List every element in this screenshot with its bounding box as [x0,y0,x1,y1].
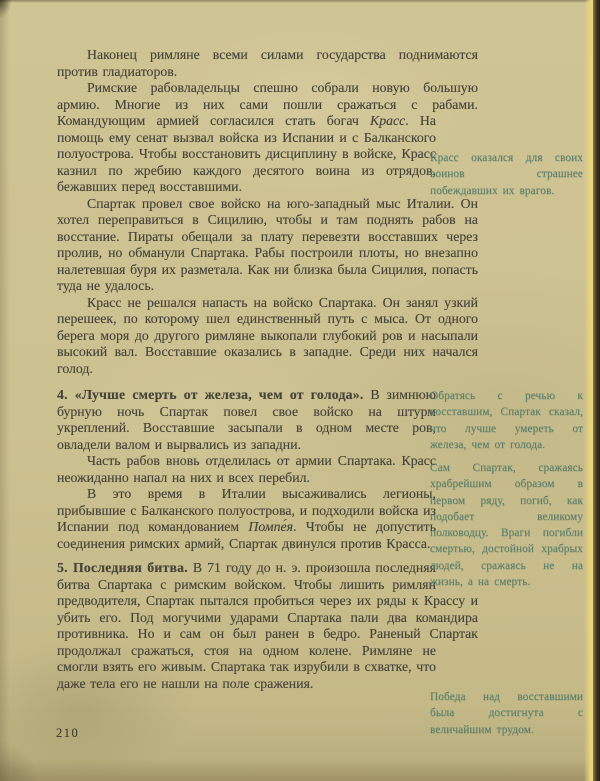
section-heading-5: 5. Последняя битва. [57,560,188,575]
main-text-column [57,47,478,699]
paragraph-text: В зимнюю бурную ночь Спартак повел свое войско на штурм укреплений. Восставшие засыпали в одном месте ров, овладели валом и вырвались из западни. [57,387,436,452]
paragraph-text: Часть рабов вновь отделилась от армии Спартака. Красс неожиданно напал на них и всех перебил. [57,453,436,485]
page-edge-top-shadow [0,0,600,3]
paragraph-text: помощь ему сенат вызвал войска из Испании и с Балканского полуострова. Чтобы восстановить дисциплину в войске, Красс казнил по жребию каждого десятого воина из отрядов, бежавших перед восставшими. [57,129,436,194]
paragraph [57,295,478,378]
paragraph [57,196,478,295]
paragraph-section-5 [57,560,478,692]
page-number: 210 [56,726,80,740]
page-edge-right-shadow [593,0,600,781]
paragraph [57,47,478,80]
corner-shadow-top-left [0,0,12,18]
margin-note: Красс оказался для своих воинов страшнее побеждавших их врагов. [430,152,583,197]
paragraph-text: . Чтобы не допустить соединения римских армий, Спартак двинулся против Красса. [57,519,437,551]
page-edge-left-shadow [0,0,10,781]
paragraph-text: Спартак провел свое войско на юго-западный мыс Италии. Он хотел переправиться в Сицилию, чтобы и там поднять рабов на восстание. Пираты обещали за плату перевезти восставших через пролив, но обманули Спартака. Рабы построили плоты, но внезапно налетевшая буря их разметала. Как ни близка была Сицилия, попасть туда не удалось. [57,195,478,293]
paragraph-text: В это время в Италии высаживались легионы, прибывшие с Балканского полуострова, и подходили войска из Испании под командованием [57,486,436,534]
margin-note: Победа над восставшими была достигнута с величайшим трудом. [430,691,583,736]
paragraph-section-4 [57,387,478,453]
italic-name-pompey: Помпе́я [248,519,293,534]
paragraph-text: не смогли взять его живым. Спартака так изрубили в схватке, что даже тела его не нашли на поле сражения. [57,642,436,691]
page-edge-highlight [584,0,593,781]
paragraph [57,80,478,196]
italic-name-crassus: Красс [370,113,406,128]
section-heading-4: 4. «Лучше смерть от железа, чем от голода». [57,387,364,402]
paragraph-text: В 71 году до н. э. произошла последняя битва Спартака с римским войском. Чтобы лишить римлян предводителя, Спартак пытался пробиться через их ряды к Крассу и убить его. Под могучими ударами Спартака пали два командира противника. Но и сам он был ранен в бедро. Раненый Спартак продолжал сражаться, стоя на одном колене. Римляне [57,560,478,658]
paragraph [57,453,478,486]
paragraph-text: Наконец римляне всеми силами государства поднимаются против гладиаторов. [57,47,478,79]
margin-note: Обратясь с речью к восставшим, Спартак сказал, что лучше умереть от железа, чем от голода. [430,390,583,451]
paragraph-text: . На [405,113,437,128]
paragraph-text: Римские рабовладельцы спешно собрали новую большую армию. Многие из них сами пошли сражаться с рабами. Командующим армией согласился стать богач [57,80,478,128]
margin-note: Сам Спартак, сражаясь храбрейшим образом в первом ряду, погиб, как подобает великому полководцу. Враги погибли смертью, достойной храбрых людей, сражаясь не на жизнь, а на смерть. [430,462,583,589]
paragraph [57,486,478,552]
page-edge-bottom-shadow [0,759,600,781]
paragraph-text: Красс не решался напасть на войско Спартака. Он занял узкий перешеек, по которому шел единственный путь с мыса. От одного берега моря до другого римляне выкопали глубокий ров и насыпали высокий вал. Восставшие оказались в западне. Среди них начался голод. [57,294,478,376]
